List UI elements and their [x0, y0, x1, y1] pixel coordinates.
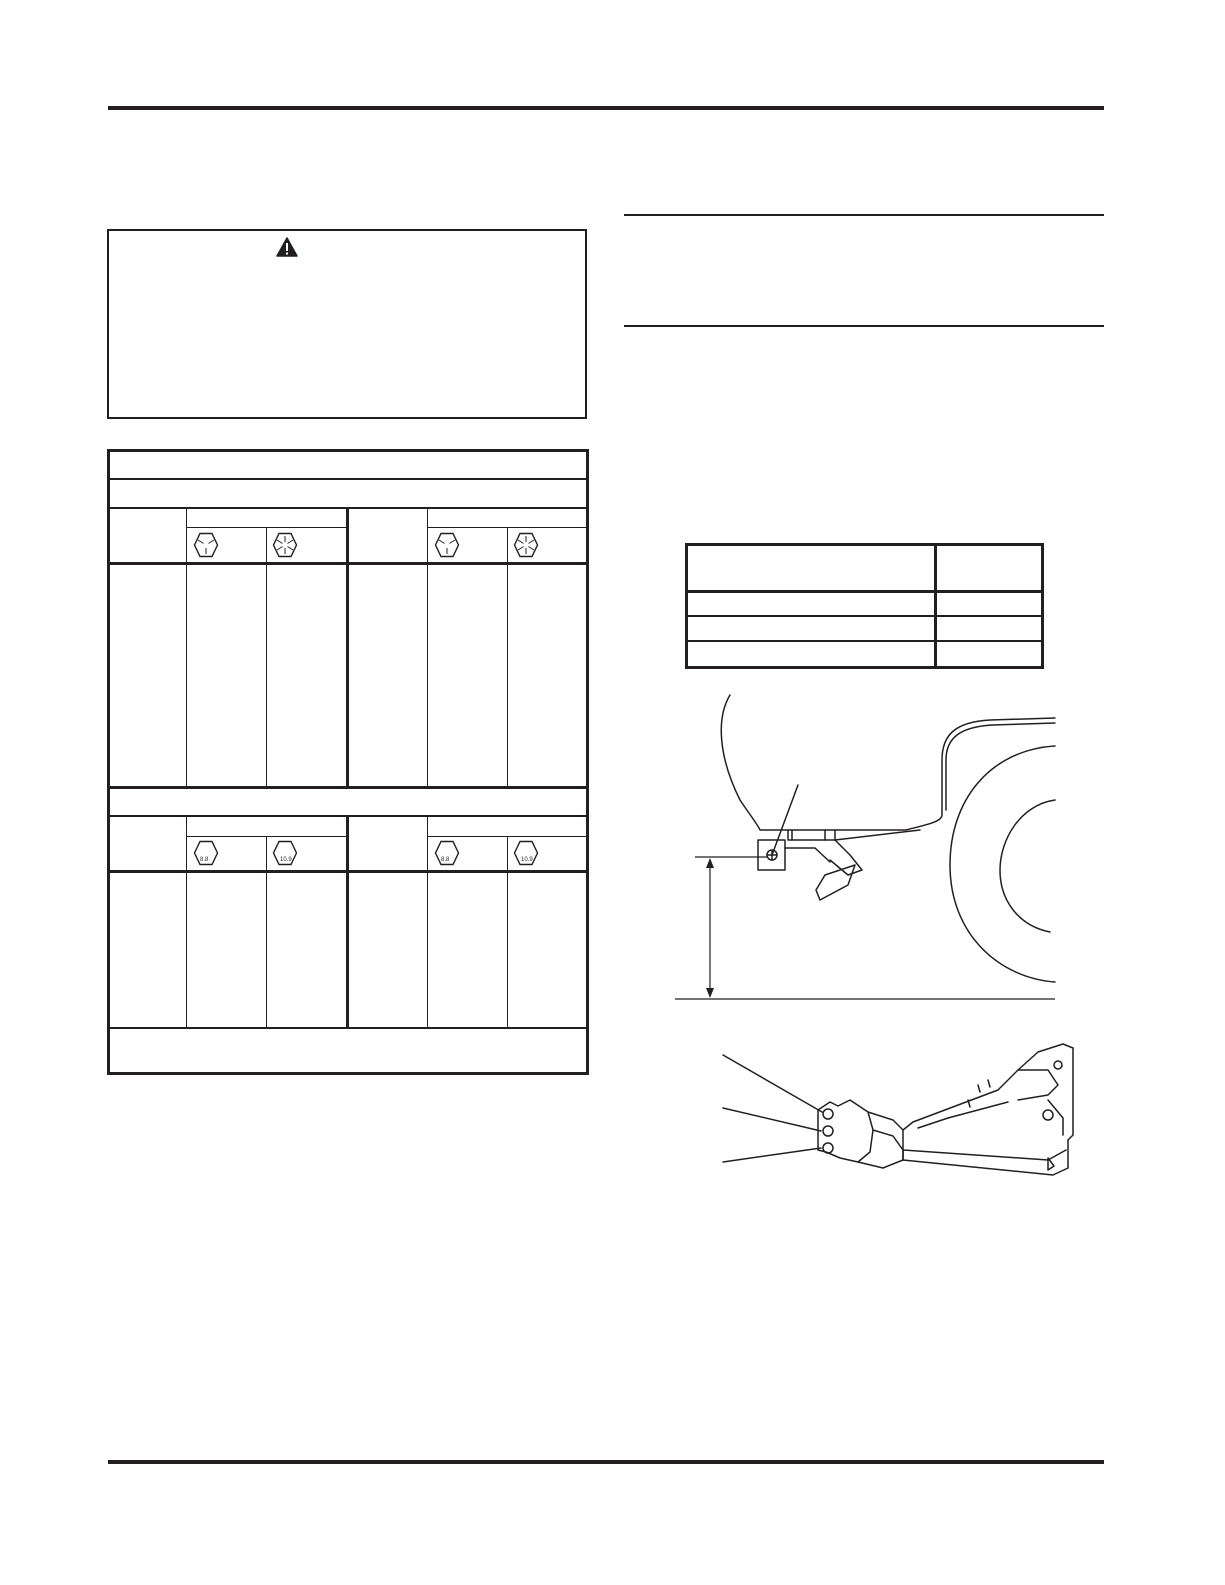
- sae-grade-divider-left: [187, 527, 347, 528]
- metric-col-divider-1: [186, 816, 187, 1028]
- metric-col-divider-2: [266, 837, 267, 1028]
- sae-grade-5-bolt-icon: [193, 532, 219, 558]
- metric-grade-label: 10.9: [280, 857, 292, 863]
- section-rule-bottom: [624, 325, 1104, 327]
- metric-grade-label: 8.8: [200, 857, 209, 863]
- metric-col-divider-center: [346, 816, 349, 1028]
- sae-grade-8-bolt-icon: [272, 532, 298, 558]
- warning-box: [107, 229, 587, 419]
- sae-grade-divider-right: [428, 527, 588, 528]
- torque-table-title-divider: [107, 478, 589, 480]
- hitch-spec-table-row-divider: [685, 640, 1044, 642]
- hitch-spec-table: [685, 543, 1044, 669]
- tractor-hitch-height-diagram: [670, 690, 1060, 1006]
- metric-grade-divider-left: [187, 836, 347, 837]
- sae-col-divider-2: [266, 528, 267, 787]
- sae-col-divider-center: [346, 508, 349, 787]
- metric-10-9-bolt-icon: [272, 840, 298, 866]
- hitch-spec-table-header-divider: [685, 590, 1044, 593]
- metric-grade-label: 8.8: [441, 857, 450, 863]
- footer-rule: [108, 1460, 1104, 1464]
- hitch-bracket-holes-diagram: [718, 1040, 1080, 1180]
- sae-grade-5-bolt-icon: [434, 532, 460, 558]
- hitch-spec-table-row-divider: [685, 615, 1044, 617]
- metric-grade-divider-right: [428, 836, 588, 837]
- metric-col-divider-3: [427, 816, 428, 1028]
- sae-grade-8-bolt-icon: [513, 532, 539, 558]
- metric-col-divider-4: [507, 837, 508, 1028]
- section-rule-top: [624, 214, 1104, 216]
- hitch-spec-table-col-divider: [934, 543, 937, 669]
- header-rule: [108, 106, 1104, 110]
- metric-grade-label: 10.9: [521, 857, 533, 863]
- metric-8-8-bolt-icon: [193, 840, 219, 866]
- metric-8-8-bolt-icon: [434, 840, 460, 866]
- metric-10-9-bolt-icon: [513, 840, 539, 866]
- sae-col-divider-3: [427, 508, 428, 787]
- warning-triangle-icon: [276, 237, 298, 257]
- sae-col-divider-1: [186, 508, 187, 787]
- sae-col-divider-4: [507, 528, 508, 787]
